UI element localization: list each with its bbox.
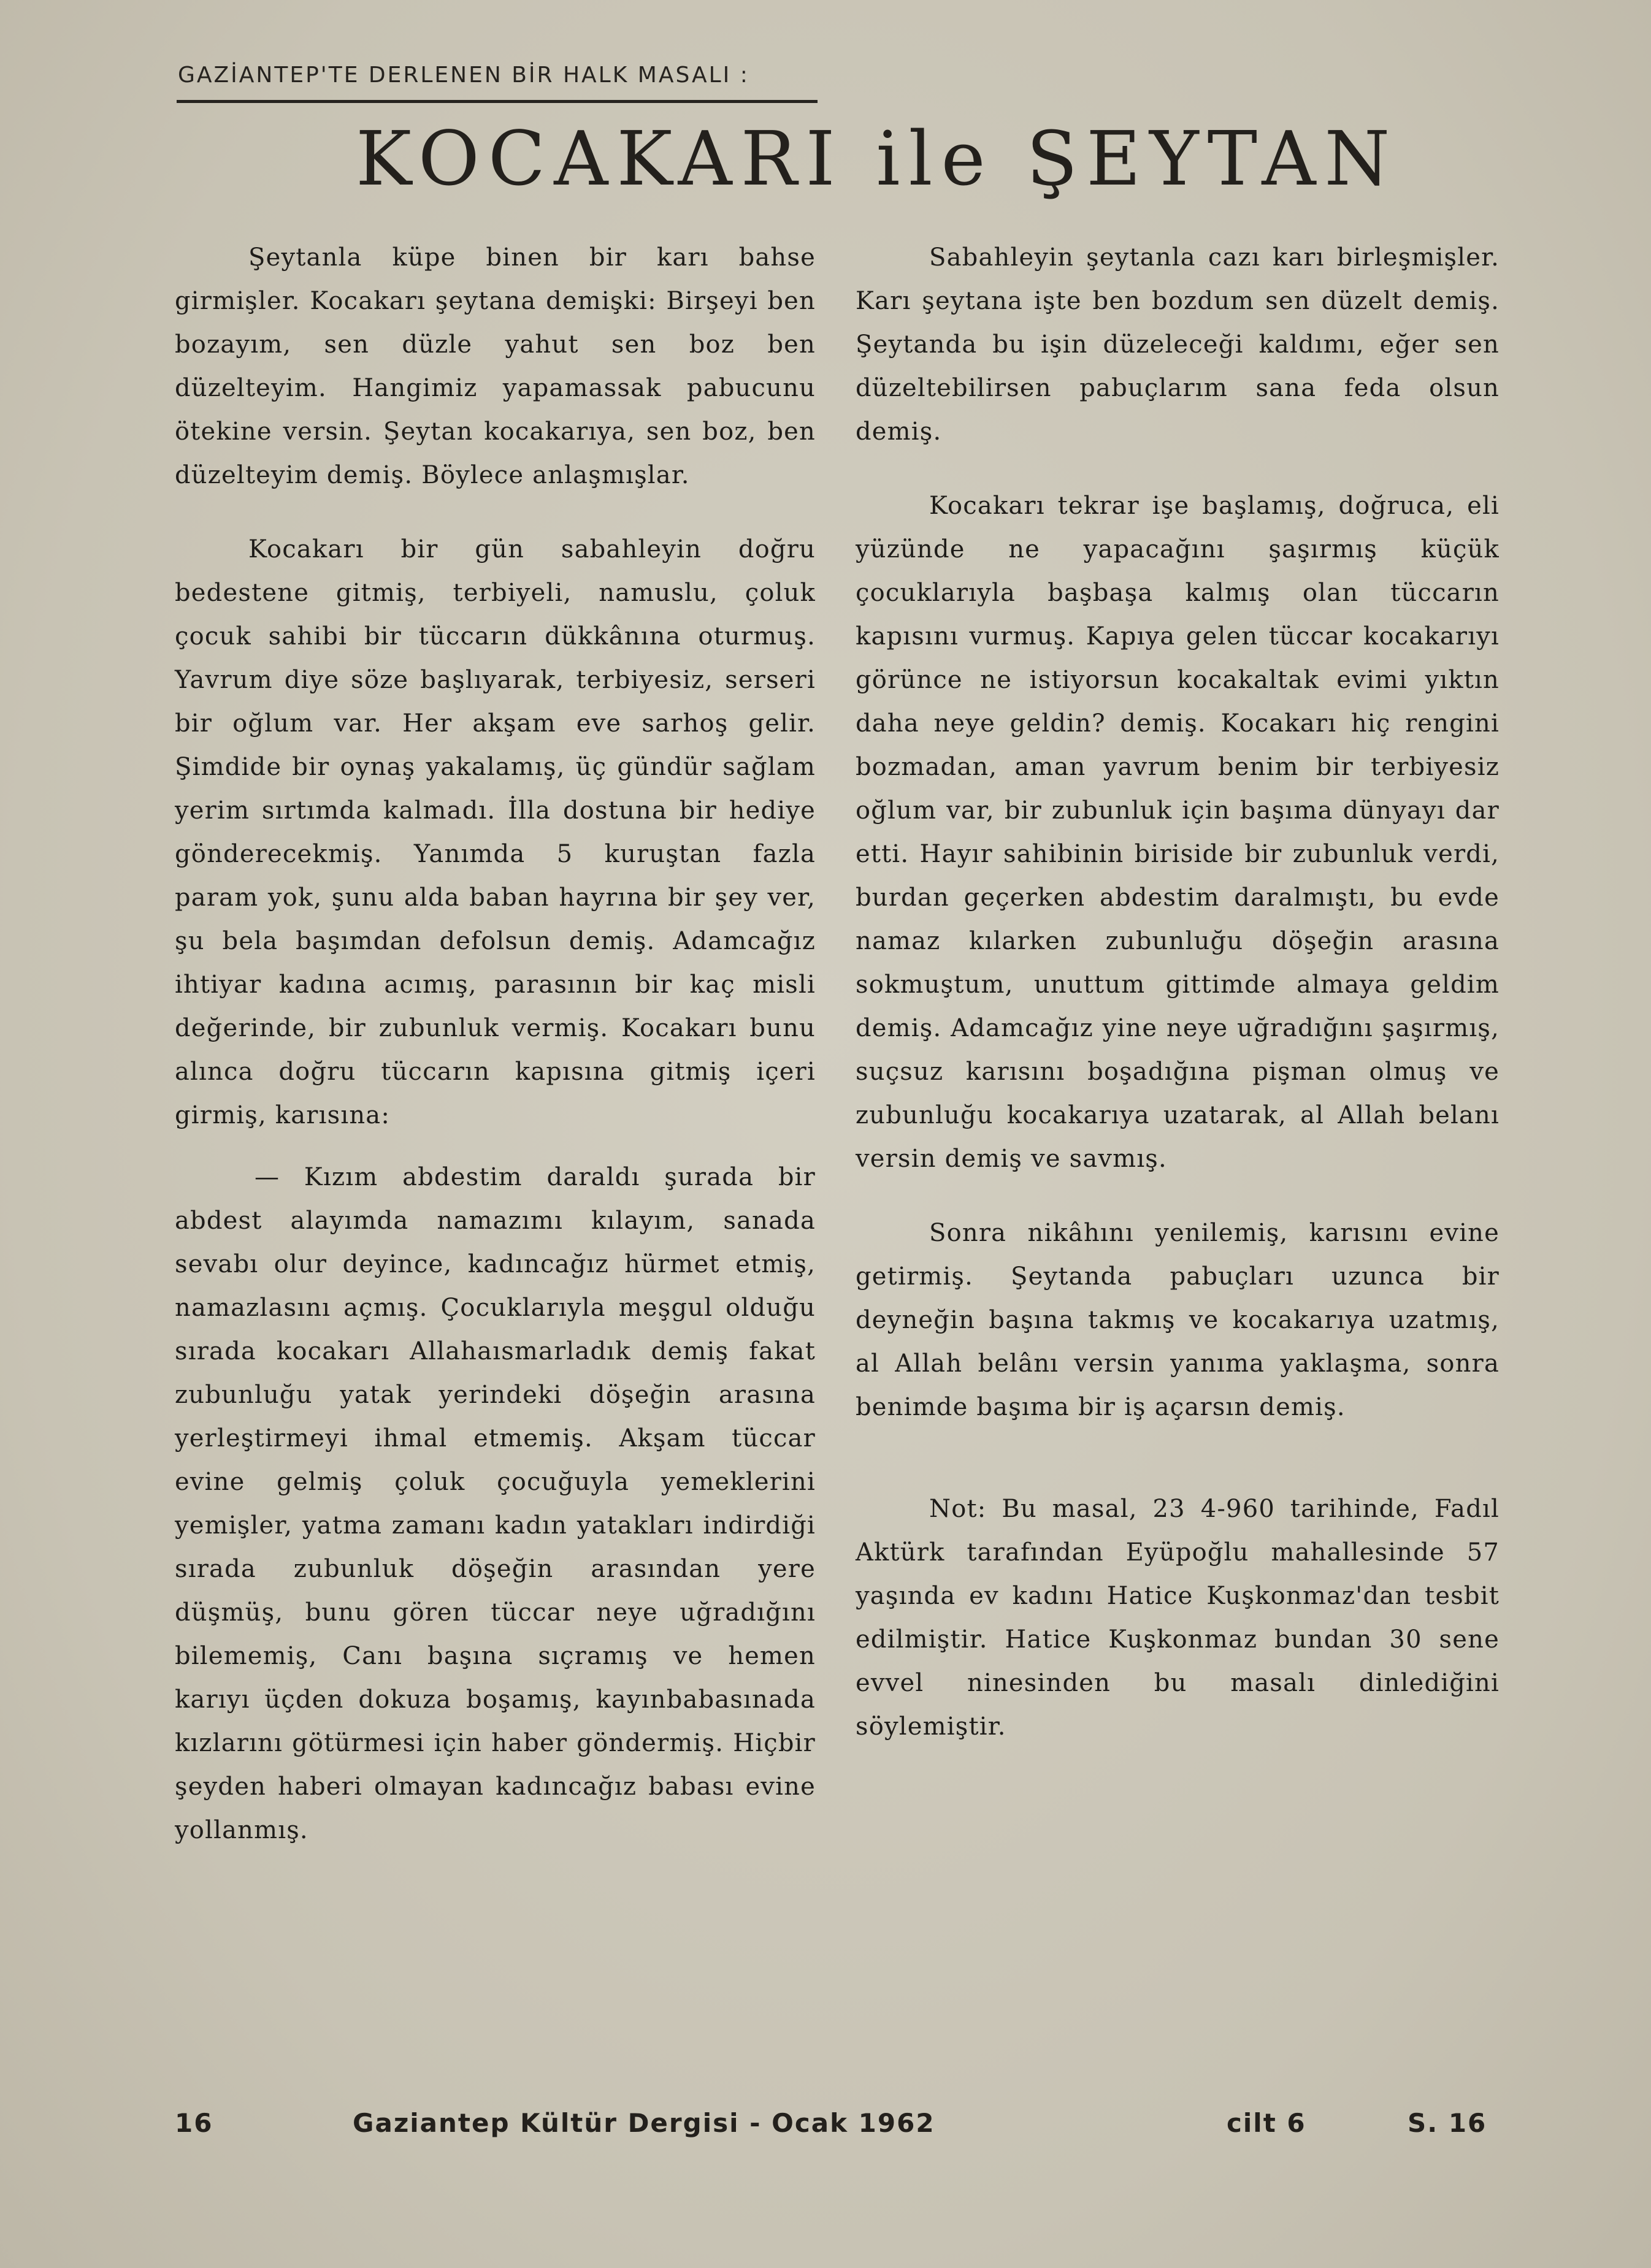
footer-issue: S. 16	[1408, 2108, 1487, 2138]
kicker-underline	[177, 100, 818, 103]
footer-magazine: Gaziantep Kültür Dergisi - Ocak 1962	[353, 2108, 935, 2138]
article-title: KOCAKARI ile ŞEYTAN	[356, 115, 1399, 202]
paragraph-ending: Sonra nikâhını yenilemiş, karısını evine getirmiş. Şeytanda pabuçları uzunca bir deyneğin başına takmış ve kocakarıya uzatmış, al Allah belânı versin yanıma yaklaşma, sonra benimde başıma bir iş açarsın demiş.	[856, 1219, 1500, 1421]
section-kicker: GAZİANTEP'TE DERLENEN BİR HALK MASALI :	[178, 63, 749, 88]
paragraph-return: Kocakarı tekrar işe başlamış, doğruca, eli yüzünde ne yapacağını şaşırmış küçük çocuklarıyla başbaşa kalmış olan tüccarın kapısını vurmuş. Kapıya gelen tüccar kocakarıyı görünce ne istiyorsun kocakaltak evimi yıktın daha neye geldin? demiş. Kocakarı hiç rengini bozmadan, aman yavrum benim bir terbiyesiz oğlum var, bir zubunluk için başıma dünyayı dar etti. Hayır sahibinin biriside bir zubunluk verdi, burdan geçerken abdestim daralmıştı, bu evde namaz kılarken zubunluğu döşeğin arasına sokmuştum, unuttum gittimde almaya geldim demiş. Adamcağız yine neye uğradığını şaşırmış, suçsuz karısını boşadığına pişman olmuş ve zubunluğu kocakarıya uzatarak, al Allah belanı versin demiş ve savmış.	[856, 492, 1500, 1173]
page-footer	[175, 2108, 1500, 2145]
footer-page-number: 16	[175, 2108, 213, 2138]
right-column	[856, 236, 1500, 1749]
footer-volume: cilt 6	[1227, 2108, 1306, 2138]
left-column	[175, 236, 816, 1852]
paragraph-note: Not: Bu masal, 23 4-960 tarihinde, Fadıl Aktürk tarafından Eyüpoğlu mahallesinde 57 yaşında ev kadını Hatice Kuşkonmaz'dan tesbit edilmiştir. Hatice Kuşkonmaz bundan 30 sene evvel ninesinden bu masalı dinlediğini söylemiştir.	[856, 1495, 1500, 1741]
paragraph-bet: Şeytanla küpe binen bir karı bahse girmişler. Kocakarı şeytana demişki: Birşeyi ben bozayım, sen düzle yahut sen boz ben düzelteyim. Hangimiz yapamassak pabucunu ötekine versin. Şeytan kocakarıya, sen boz, ben düzelteyim demiş. Böylece anlaşmışlar.	[175, 243, 816, 489]
paragraph-morning: Sabahleyin şeytanla cazı karı birleşmişler. Karı şeytana işte ben bozdum sen düzelt demiş. Şeytanda bu işin düzeleceği kaldımı, eğer sen düzeltebilirsen pabuçlarım sana feda olsun demiş.	[856, 243, 1500, 446]
paragraph-ablution: — Kızım abdestim daraldı şurada bir abdest alayımda namazımı kılayım, sanada sevabı olur deyince, kadıncağız hürmet etmiş, namazlasını açmış. Çocuklarıyla meşgul olduğu sırada kocakarı Allahaısmarladık demiş fakat zubunluğu yatak yerindeki döşeğin arasına yerleştirmeyi ihmal etmemiş. Akşam tüccar evine gelmiş çoluk çocuğuyla yemeklerini yemişler, yatma zamanı kadın yatakları indirdiği sırada zubunluk döşeğin arasından yere düşmüş, bunu gören tüccar neye uğradığını bilememiş, Canı başına sıçramış ve hemen karıyı üçden dokuza boşamış, kayınbabasınada kızlarını götürmesi için haber göndermiş. Hiçbir şeyden haberi olmayan kadıncağız babası evine yollanmış.	[175, 1163, 816, 1844]
paragraph-bazaar: Kocakarı bir gün sabahleyin doğru bedestene gitmiş, terbiyeli, namuslu, çoluk çocuk sahibi bir tüccarın dükkânına oturmuş. Yavrum diye söze başlıyarak, terbiyesiz, serseri bir oğlum var. Her akşam eve sarhoş gelir. Şimdide bir oynaş yakalamış, üç gündür sağlam yerim sırtımda kalmadı. İlla dostuna bir hediye gönderecekmiş. Yanımda 5 kuruştan fazla param yok, şunu alda baban hayrına bir şey ver, şu bela başımdan defolsun demiş. Adamcağız ihtiyar kadına acımış, parasının bir kaç misli değerinde, bir zubunluk vermiş. Kocakarı bunu alınca doğru tüccarın kapısına gitmiş içeri girmiş, karısına:	[175, 535, 816, 1129]
